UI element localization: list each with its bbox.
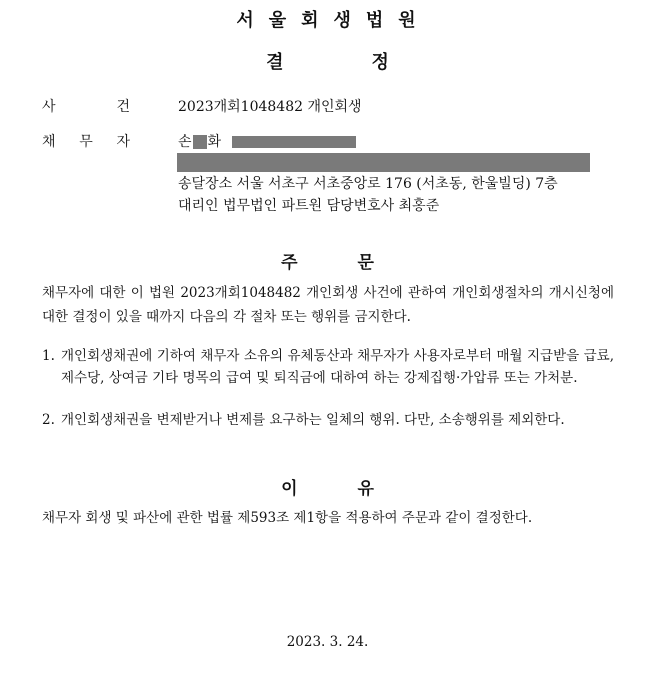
debtor-name — [178, 131, 356, 151]
case-label — [42, 96, 130, 116]
order-item-number: 1. — [42, 348, 55, 364]
debtor-representative: 대리인 법무법인 파트원 담당변호사 최홍준 — [178, 198, 440, 214]
case-value: 2023개회1048482 개인회생 — [178, 99, 362, 115]
redaction-bar — [177, 153, 590, 172]
order-item-number: 2. — [42, 412, 55, 428]
reason-heading: 이유 — [281, 479, 434, 499]
service-address: 송달장소 서울 서초구 서초중앙로 176 (서초동, 한울빌딩) 7층 — [178, 176, 558, 192]
court-name: 서울회생법원 — [236, 10, 431, 31]
case-label-char: 사 — [42, 99, 56, 115]
redaction-bar — [232, 136, 356, 148]
order-item-text: 개인회생채권에 기하여 채무자 소유의 유체동산과 채무자가 사용자로부터 매월 지급받을 급료, 제수당, 상여금 기타 명목의 급여 및 퇴직금에 대하여 하는 강제집행·가압류 또는 가처분. — [61, 348, 614, 386]
document-title: 결정 — [266, 52, 477, 73]
order-item-text: 개인회생채권을 변제받거나 변제를 요구하는 일체의 행위. 다만, 소송행위를 제외한다. — [61, 412, 565, 428]
redaction-bar — [193, 135, 207, 149]
debtor-label — [42, 131, 130, 151]
debtor-name-first: 손 — [178, 134, 192, 150]
order-heading: 주문 — [281, 253, 434, 273]
debtor-label-char: 자 — [116, 134, 130, 150]
order-item — [42, 345, 614, 389]
decision-date: 2023. 3. 24. — [286, 634, 369, 650]
debtor-label-char: 채 — [42, 134, 56, 150]
case-label-char: 건 — [116, 99, 130, 115]
reason-text: 채무자 회생 및 파산에 관한 법률 제593조 제1항을 적용하여 주문과 같이 결정한다. — [42, 510, 533, 526]
debtor-label-char: 무 — [79, 134, 93, 150]
order-item — [42, 409, 614, 431]
order-intro: 채무자에 대한 이 법원 2023개회1048482 개인회생 사건에 관하여 개인회생절차의 개시신청에 대한 결정이 있을 때까지 다음의 각 절차 또는 행위를 금지한다. — [42, 285, 614, 325]
debtor-name-last: 화 — [207, 134, 222, 150]
